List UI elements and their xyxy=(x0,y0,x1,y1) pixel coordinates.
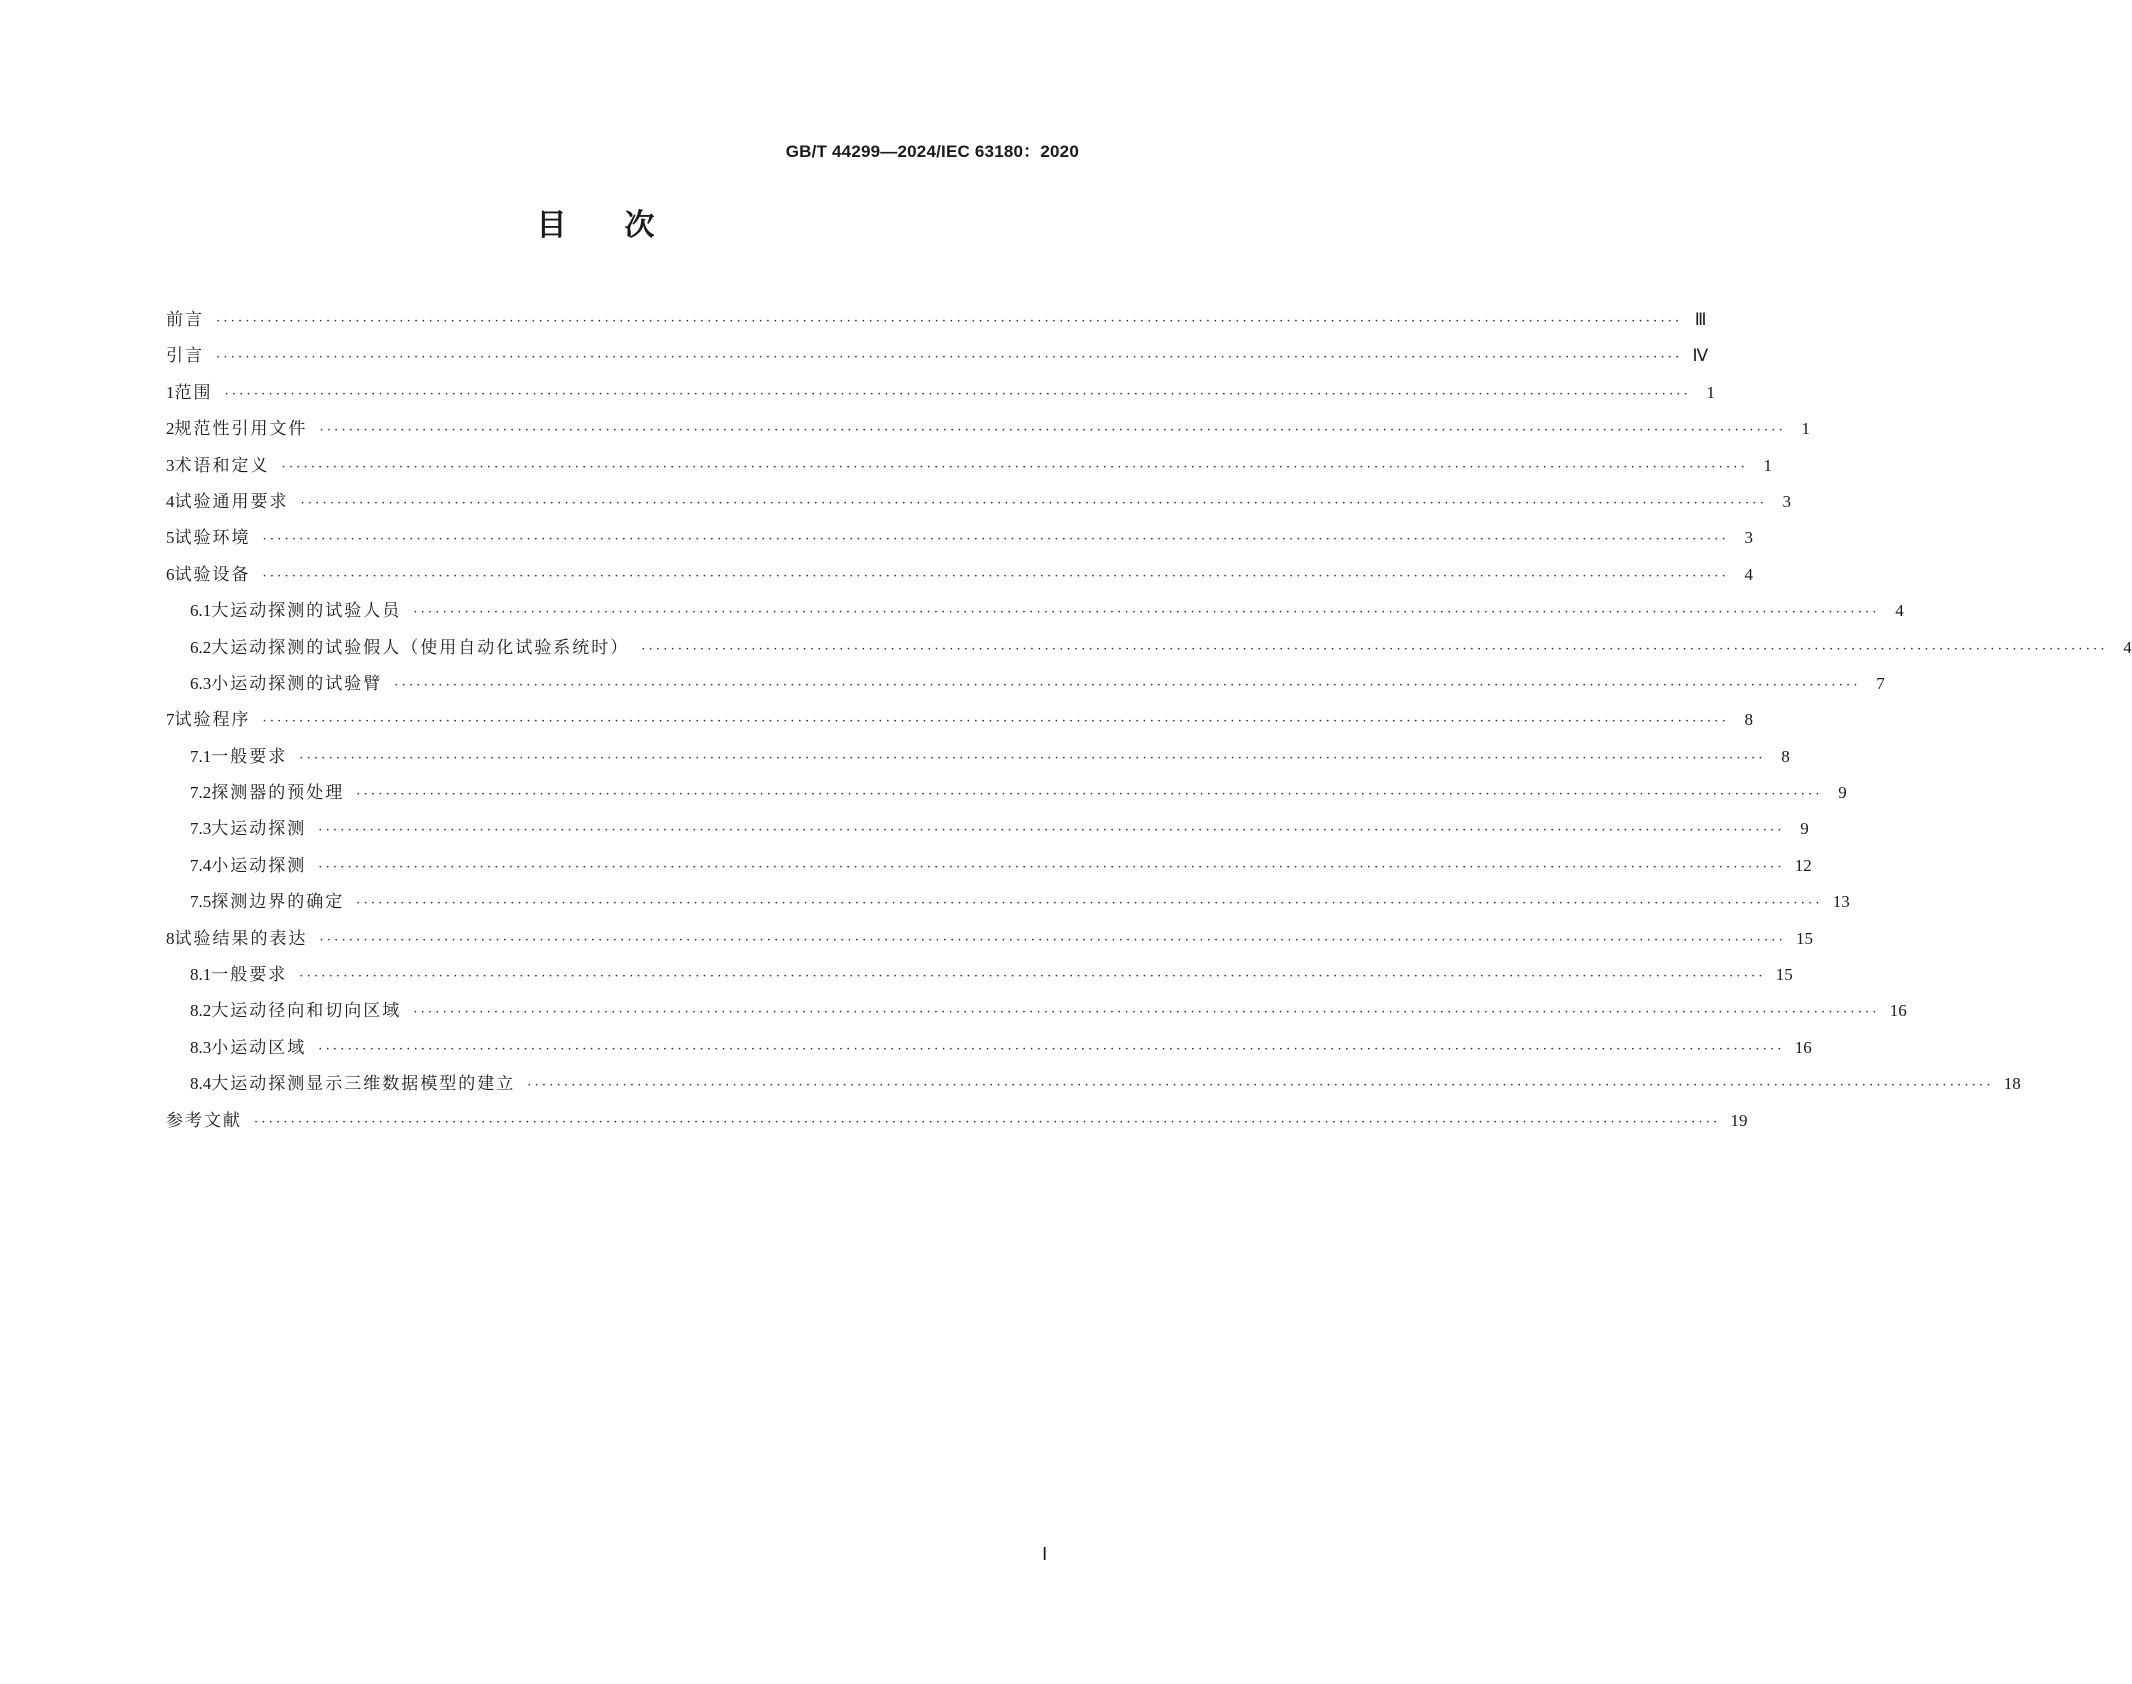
toc-leader-dots: ········································································································································································································ xyxy=(413,1005,1880,1021)
toc-title-char-1: 目 xyxy=(536,208,567,243)
toc-entry-number: 8 xyxy=(166,928,175,948)
toc-leader-dots: ········································································································································································································ xyxy=(262,532,1729,548)
toc-entry-page: 16 xyxy=(1889,1001,1907,1021)
toc-entry-page: 1 xyxy=(1801,419,1810,439)
toc-entry-page: 1 xyxy=(1763,455,1772,475)
toc-entry-page: 18 xyxy=(2003,1074,2021,1094)
toc-entry-number: 7.4 xyxy=(190,855,212,875)
toc-leader-dots: ········································································································································································································ xyxy=(319,932,1786,948)
toc-entry-label: 大运动探测 xyxy=(211,819,307,840)
toc-entry[interactable] xyxy=(166,1030,1812,1066)
toc-entry[interactable] xyxy=(166,993,1907,1029)
toc-entry-page: 4 xyxy=(1744,564,1753,584)
toc-entry-page: 7 xyxy=(1876,673,1885,693)
toc-entry-label: 大运动径向和切向区域 xyxy=(211,1001,402,1022)
toc-entry[interactable] xyxy=(166,957,1793,993)
toc-entry-label: 小运动探测的试验臂 xyxy=(211,673,383,694)
toc-entry-page: Ⅳ xyxy=(1692,346,1709,366)
toc-entry-number: 6 xyxy=(166,564,175,584)
toc-entry-number: 6.1 xyxy=(190,601,212,621)
toc-entry-label: 大运动探测显示三维数据模型的建立 xyxy=(211,1074,516,1095)
toc-leader-dots: ········································································································································································································ xyxy=(299,750,1766,766)
toc-leader-dots: ········································································································································································································ xyxy=(254,1114,1721,1130)
toc-entry-label: 大运动探测的试验假人（使用自动化试验系统时） xyxy=(211,637,630,658)
toc-leader-dots: ········································································································································································································ xyxy=(413,605,1880,621)
toc-entry-label: 一般要求 xyxy=(211,965,288,986)
toc-entry[interactable] xyxy=(166,338,1709,374)
toc-entry-page: 8 xyxy=(1781,746,1790,766)
toc-entry-label: 引言 xyxy=(166,346,204,367)
toc-entry[interactable] xyxy=(166,520,1753,556)
toc-entry[interactable] xyxy=(166,702,1753,738)
toc-leader-dots: ········································································································································································································ xyxy=(224,386,1691,402)
toc-entry-number: 7.2 xyxy=(190,783,212,803)
toc-entry-page: 15 xyxy=(1795,928,1813,948)
toc-entry-page: 8 xyxy=(1744,710,1753,730)
toc-entry-number: 8.2 xyxy=(190,1001,212,1021)
toc-entry-page: 16 xyxy=(1794,1037,1812,1057)
toc-leader-dots: ········································································································································································································ xyxy=(394,677,1861,693)
toc-entry-label: 试验设备 xyxy=(174,564,251,585)
toc-entry-page: 3 xyxy=(1744,528,1753,548)
toc-entry-page: 9 xyxy=(1800,819,1809,839)
toc-leader-dots: ········································································································································································································ xyxy=(318,859,1785,875)
toc-entry-label: 探测边界的确定 xyxy=(211,892,345,913)
toc-leader-dots: ········································································································································································································ xyxy=(356,896,1823,912)
toc-entry[interactable] xyxy=(166,484,1791,520)
toc-entry[interactable] xyxy=(166,666,1885,702)
toc-entry-number: 4 xyxy=(166,491,175,511)
toc-entry-page: Ⅲ xyxy=(1694,310,1707,329)
toc-entry[interactable] xyxy=(166,921,1813,957)
toc-title xyxy=(0,200,1191,244)
toc-entry[interactable] xyxy=(166,848,1812,884)
toc-entry-label: 试验通用要求 xyxy=(174,491,289,512)
toc-entry-number: 8.1 xyxy=(190,965,212,985)
toc-title-char-2: 次 xyxy=(624,208,655,243)
toc-entry-number: 8.4 xyxy=(190,1074,212,1094)
toc-entry-number: 6.3 xyxy=(190,673,212,693)
toc-entry-page: 9 xyxy=(1838,783,1847,803)
toc-entry-number: 1 xyxy=(166,382,175,402)
toc-entry-number: 5 xyxy=(166,528,175,548)
toc-entry[interactable] xyxy=(166,1103,1748,1139)
toc-entry-page: 1 xyxy=(1706,382,1715,402)
toc-entry-label: 参考文献 xyxy=(166,1110,242,1131)
toc-entry[interactable] xyxy=(166,775,1847,811)
toc-leader-dots: ········································································································································································································ xyxy=(356,787,1823,803)
toc-entry[interactable] xyxy=(166,630,2132,666)
table-of-contents xyxy=(166,302,2132,1139)
toc-entry-page: 13 xyxy=(1832,892,1850,912)
toc-entry-label: 小运动区域 xyxy=(211,1037,307,1058)
toc-entry[interactable] xyxy=(166,448,1772,484)
toc-entry-label: 试验环境 xyxy=(174,528,251,549)
toc-entry-label: 前言 xyxy=(166,310,204,330)
toc-leader-dots: ········································································································································································································ xyxy=(281,459,1748,475)
toc-leader-dots: ········································································································································································································ xyxy=(300,495,1767,511)
toc-entry[interactable] xyxy=(166,739,1790,775)
toc-entry-label: 范围 xyxy=(174,382,213,403)
toc-entry[interactable] xyxy=(166,302,1707,338)
toc-entry-label: 试验程序 xyxy=(174,710,251,731)
toc-entry-label: 试验结果的表达 xyxy=(174,928,308,949)
toc-leader-dots: ········································································································································································································ xyxy=(262,714,1729,730)
toc-leader-dots: ········································································································································································································ xyxy=(318,1041,1785,1057)
toc-entry-page: 3 xyxy=(1782,491,1791,511)
toc-entry-number: 7.1 xyxy=(190,746,212,766)
toc-entry-label: 规范性引用文件 xyxy=(174,419,308,440)
toc-entry[interactable] xyxy=(166,811,1809,847)
toc-entry[interactable] xyxy=(166,557,1753,593)
toc-entry-number: 7 xyxy=(166,710,175,730)
toc-entry-page: 4 xyxy=(2123,637,2132,657)
toc-leader-dots: ········································································································································································································ xyxy=(641,641,2108,657)
toc-entry-number: 7.5 xyxy=(190,892,212,912)
toc-entry-page: 4 xyxy=(1895,601,1904,621)
toc-entry-label: 探测器的预处理 xyxy=(211,783,345,804)
page-number: Ⅰ xyxy=(1042,1544,1048,1564)
toc-leader-dots: ········································································································································································································ xyxy=(299,969,1766,985)
toc-leader-dots: ········································································································································································································ xyxy=(262,568,1729,584)
toc-entry-number: 3 xyxy=(166,455,175,475)
toc-leader-dots: ········································································································································································································ xyxy=(527,1078,1994,1094)
toc-entry-page: 19 xyxy=(1730,1110,1748,1130)
toc-entry[interactable] xyxy=(166,593,1904,629)
toc-entry-number: 2 xyxy=(166,419,175,439)
toc-entry-number: 8.3 xyxy=(190,1037,212,1057)
toc-entry[interactable] xyxy=(166,884,1850,920)
toc-leader-dots: ········································································································································································································ xyxy=(319,423,1786,439)
toc-entry-label: 小运动探测 xyxy=(211,855,307,876)
toc-entry-page: 15 xyxy=(1775,965,1793,985)
toc-entry[interactable] xyxy=(166,1066,2021,1102)
toc-entry-number: 7.3 xyxy=(190,819,212,839)
toc-leader-dots: ········································································································································································································ xyxy=(216,350,1683,366)
toc-entry-label: 术语和定义 xyxy=(174,455,270,476)
toc-entry-page: 12 xyxy=(1794,855,1812,875)
toc-entry-label: 大运动探测的试验人员 xyxy=(211,601,402,622)
toc-entry-label: 一般要求 xyxy=(211,746,288,767)
toc-entry-number: 6.2 xyxy=(190,637,212,657)
toc-entry[interactable] xyxy=(166,411,1810,447)
standard-code: GB/T 44299—2024/IEC 63180：2020 xyxy=(785,142,1079,161)
toc-leader-dots: ········································································································································································································ xyxy=(318,823,1785,839)
toc-entry[interactable] xyxy=(166,375,1715,411)
toc-leader-dots: ········································································································································································································ xyxy=(216,314,1683,329)
